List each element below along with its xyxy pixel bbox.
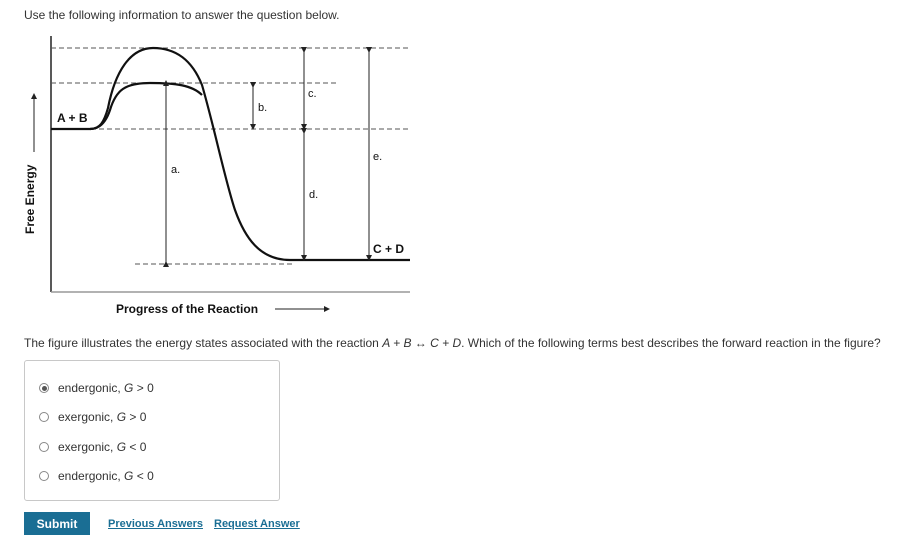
x-axis-label: Progress of the Reaction — [116, 302, 259, 316]
instructions-text: Use the following information to answer the question below. — [24, 8, 340, 22]
energy-diagram — [20, 30, 420, 316]
option-4[interactable] — [39, 469, 154, 483]
question-prefix: The figure illustrates the energy states associated with the reaction — [24, 336, 383, 350]
radio-button[interactable] — [39, 471, 49, 481]
radio-button-selected[interactable] — [39, 383, 49, 393]
label-e: e. — [373, 151, 383, 163]
question-text — [24, 336, 881, 350]
option-3[interactable] — [39, 440, 146, 454]
request-answer-link[interactable]: Request Answer — [214, 518, 300, 530]
submit-button[interactable]: Submit — [24, 512, 90, 535]
radio-button[interactable] — [39, 412, 49, 422]
question-suffix: . Which of the following terms best describes the forward reaction in the figure? — [461, 336, 881, 350]
option-1-text: endergonic, G > 0 — [58, 381, 154, 395]
answer-options — [24, 360, 280, 501]
label-d: d. — [309, 189, 319, 201]
label-b: b. — [258, 102, 268, 114]
energy-curve-uncatalyzed — [51, 48, 410, 260]
previous-answers-link[interactable]: Previous Answers — [108, 518, 203, 530]
energy-curve-catalyzed — [90, 83, 202, 129]
reactants-label: A + B — [57, 111, 88, 125]
option-3-text: exergonic, G < 0 — [58, 440, 147, 454]
radio-button[interactable] — [39, 442, 49, 452]
option-2[interactable] — [39, 410, 146, 424]
option-2-text: exergonic, G > 0 — [58, 410, 147, 424]
y-axis-label: Free Energy — [23, 164, 37, 234]
products-label: C + D — [373, 242, 405, 256]
option-4-text: endergonic, G < 0 — [58, 469, 154, 483]
option-1[interactable] — [39, 381, 154, 395]
label-a: a. — [171, 164, 181, 176]
question-equation: A + B ↔ C + D — [382, 336, 462, 350]
label-c: c. — [308, 88, 317, 100]
